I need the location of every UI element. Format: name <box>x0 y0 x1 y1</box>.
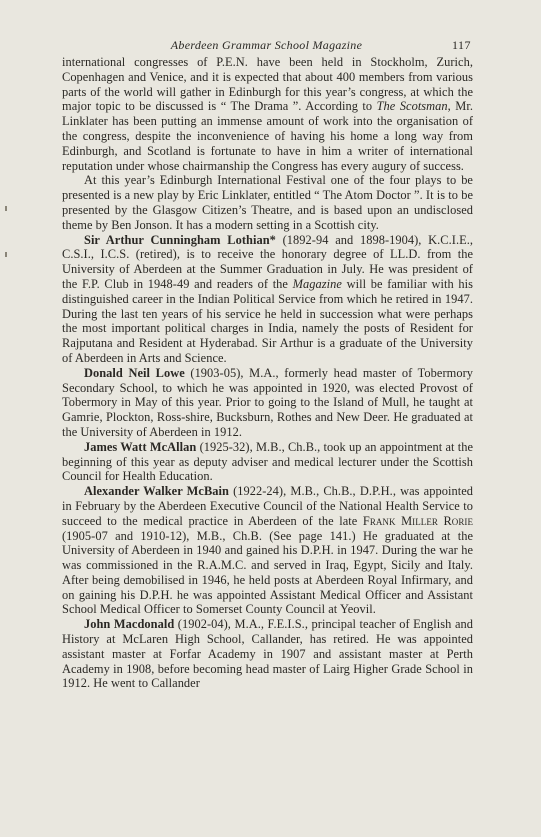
article-body <box>62 55 473 691</box>
text: (1905-07 and 1910-12), M.B., Ch.B. (See page 141.) He graduated at the University of Aberdeen in 1940 and gained his D.P.H. in 1947. During the war he was commissioned in the R.A.M.C. and served in Iraq, Egypt, Sicily and Italy. After being demobilised in 1946, he held posts at Aberdeen Royal Infirmary, and on gaining his D.P.H. he was appointed Assistant Medical Officer and Assistant School Medical Officer to Somerset County Council at Yeovil. <box>62 528 473 617</box>
text: (1925-32), M.B., Ch.B., took up an appointment at the beginning of this year as deputy adviser and medical lecturer under the Scottish Council for Health Education. <box>62 439 473 484</box>
text: (1903-05), M.A., formerly head master of Tobermory Secondary School, to which he was appointed in 1920, was elected Provost of Tobermory in May of this year. Prior to going to the Island of Mull, he taught at Gamrie, Plockton, Ross-shire, Bucksburn, Rothes and New Deer. He graduated at the University of Aberdeen in 1912. <box>62 365 473 439</box>
paragraph-festival: At this year’s Edinburgh International Festival one of the four plays to be presented is a new play by Eric Linklater, entitled “ The Atom Doctor ”. It is to be presented by the Glasgow Citizen’s Theatre, and is based upon an undisclosed theme by Ben Jonson. It has a modern setting in a Scottish city. <box>62 173 473 232</box>
text: international congresses of P.E.N. have been held in Stockholm, Zurich, Copenhagen and Venice, and it is expected that about 400 members from various parts of the world will gather in Edinburgh for this year’s congress, at which the major topic to be discussed is “ The Drama ”. According to <box>62 55 473 114</box>
text: (1902-04), M.A., F.E.I.S., principal teacher of English and History at McLaren High School, Callander, has retired. He was appointed assistant master at Forfar Academy in 1907 and assistant master at Perth Academy in 1908, before becoming head master of Lairg Higher Grade School in 1912. He went to Callander <box>62 617 473 691</box>
person-name: Donald Neil Lowe <box>84 365 185 380</box>
paragraph-lowe <box>62 366 473 440</box>
paragraph-mcbain <box>62 484 473 617</box>
paragraph-lothian <box>62 233 473 366</box>
newspaper-title: The Scotsman <box>376 99 448 114</box>
text: , Mr. Linklater has been putting an immense amount of work into the organisation of the congress, despite the inconvenience of having his home a long way from Edinburgh, and Scotland is fortunate to have in him a writer of international reputation under whose chairmanship the Congress has every augury of success. <box>62 99 473 173</box>
running-header <box>62 38 471 54</box>
paragraph-pen-congress <box>62 55 473 173</box>
paragraph-mcallan <box>62 440 473 484</box>
page-number: 117 <box>451 38 471 52</box>
person-name: John Macdonald <box>84 617 175 632</box>
text: (1892-94 and 1898-1904), K.C.I.E., C.S.I., I.C.S. (retired), is to receive the honorary degree of LL.D. from the University of Aberdeen at the Summer Graduation in July. He was president of the F.P. Club in 1948-49 and readers of the <box>62 232 474 291</box>
text: will be familiar with his distinguished career in the Indian Political Service from which he retired in 1947. During the last ten years of his service he held in succession what were perhaps the most important political charges in India, namely the posts of Resident for Rajputana and Resident at Hyderabad. Sir Arthur is a graduate of the University of Aberdeen in Arts and Science. <box>62 276 473 365</box>
text: (1922-24), M.B., Ch.B., D.P.H., was appointed in February by the Aberdeen Executive Council of the National Health Service to succeed to the medical practice in Aberdeen of the late <box>62 484 473 528</box>
magazine-title: Magazine <box>292 276 342 291</box>
person-name: Sir Arthur Cunningham Lothian* <box>84 232 276 247</box>
journal-title: Aberdeen Grammar School Magazine <box>170 38 363 52</box>
person-name: Alexander Walker McBain <box>84 484 229 499</box>
person-name-smallcaps: Frank Miller Rorie <box>362 513 473 528</box>
paragraph-macdonald <box>62 617 473 691</box>
margin-mark <box>5 206 7 211</box>
margin-mark <box>5 252 7 257</box>
person-name: James Watt McAllan <box>84 439 197 454</box>
